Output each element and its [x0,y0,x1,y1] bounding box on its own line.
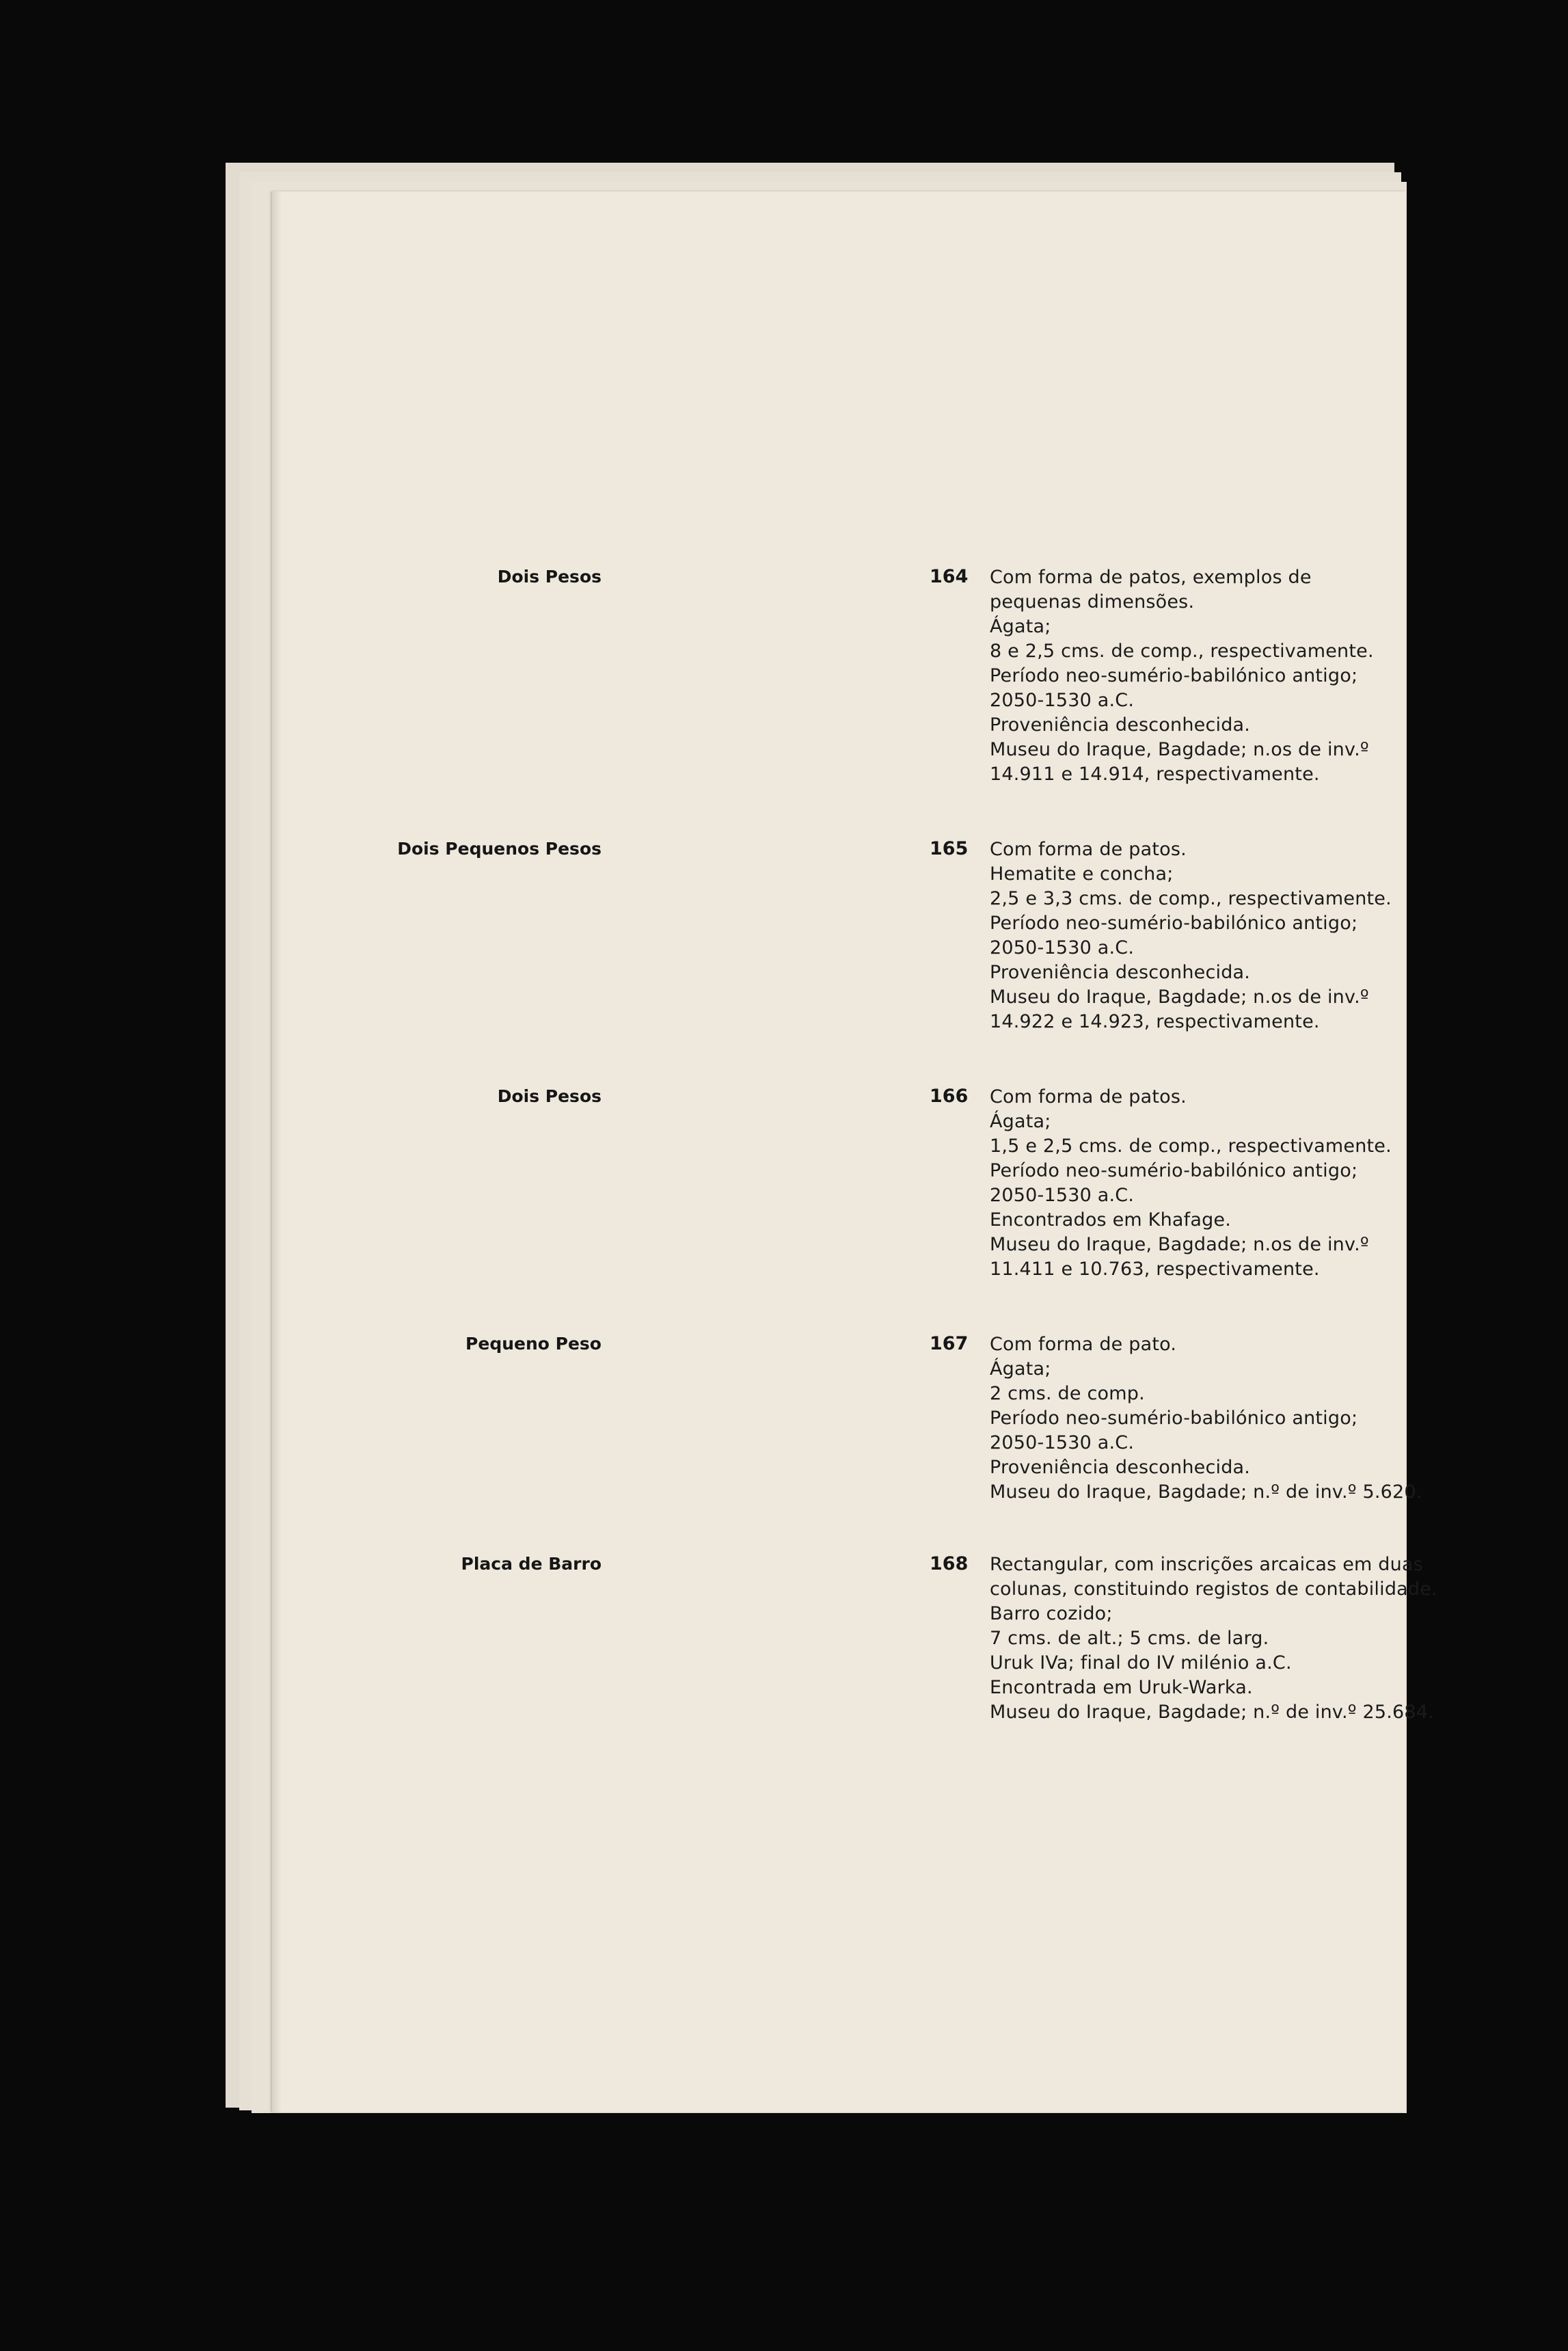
entry-line: Com forma de patos, exemplos de [990,567,1312,588]
entry-description [990,1553,1482,1725]
entry-line: Com forma de patos. [990,1086,1187,1107]
entry-line: Museu do Iraque, Bagdade; n.º de inv.º 5.620. [990,1481,1422,1503]
entry-line: Hematite e concha; [990,863,1174,885]
entry-line: 8 e 2,5 cms. de comp., respectivamente. [990,641,1374,662]
entry-line: 2,5 e 3,3 cms. de comp., respectivamente. [990,888,1392,909]
entry-line: 2050-1530 a.C. [990,937,1135,958]
page-edge-shadow [272,191,282,2112]
entry-title: Dois Pesos [497,1086,601,1106]
entry-line: Período neo-sumério-babilónico antigo; [990,665,1358,686]
entry-line: 2050-1530 a.C. [990,690,1135,711]
entry-line: Museu do Iraque, Bagdade; n.os de inv.º [990,1234,1369,1255]
entry-line: 2 cms. de comp. [990,1383,1145,1404]
entry-line: Museu do Iraque, Bagdade; n.os de inv.º [990,739,1369,760]
entry-description [990,837,1482,1034]
entry-description [990,1332,1482,1505]
entry-line: Encontrados em Khafage. [990,1209,1232,1231]
entry-description [990,1085,1482,1282]
entry-line: Proveniência desconhecida. [990,1457,1251,1478]
entry-line: Ágata; [990,1358,1051,1380]
entry-number: 167 [930,1333,969,1354]
entry-line: Proveniência desconhecida. [990,962,1251,983]
entry-line: colunas, constituindo registos de contabilidade. [990,1578,1437,1600]
entry-line: Encontrada em Uruk-Warka. [990,1677,1253,1698]
entry-line: Proveniência desconhecida. [990,714,1251,736]
entry-line: Período neo-sumério-babilónico antigo; [990,1408,1358,1429]
entry-line: 2050-1530 a.C. [990,1432,1135,1453]
entry-line: pequenas dimensões. [990,591,1195,613]
entry-line: 1,5 e 2,5 cms. de comp., respectivamente. [990,1136,1392,1157]
entry-line: Museu do Iraque, Bagdade; n.º de inv.º 25.684. [990,1702,1434,1723]
entry-line: 2050-1530 a.C. [990,1185,1135,1206]
entry-description [990,565,1482,787]
entry-number: 168 [930,1553,969,1574]
entry-line: Ágata; [990,616,1051,637]
entry-line: Uruk IVa; final do IV milénio a.C. [990,1652,1292,1674]
entry-line: Barro cozido; [990,1603,1113,1624]
entry-title: Dois Pesos [497,567,601,587]
entry-line: Período neo-sumério-babilónico antigo; [990,1160,1358,1181]
entry-line: 11.411 e 10.763, respectivamente. [990,1259,1320,1280]
entry-line: 14.922 e 14.923, respectivamente. [990,1011,1320,1032]
entry-title: Pequeno Peso [465,1334,601,1354]
entry-line: Com forma de pato. [990,1334,1177,1355]
entry-line: Museu do Iraque, Bagdade; n.os de inv.º [990,986,1369,1008]
entry-line: 14.911 e 14.914, respectivamente. [990,764,1320,785]
entry-line: 7 cms. de alt.; 5 cms. de larg. [990,1628,1269,1649]
entry-line: Período neo-sumério-babilónico antigo; [990,913,1358,934]
entry-line: Com forma de patos. [990,839,1187,860]
entry-number: 166 [930,1086,969,1107]
entry-title: Dois Pequenos Pesos [397,839,601,859]
entry-line: Rectangular, com inscrições arcaicas em duas [990,1554,1423,1575]
catalogue-page [272,191,1437,2112]
entry-number: 164 [930,566,969,587]
entry-line: Ágata; [990,1111,1051,1132]
entry-number: 165 [930,838,969,859]
entry-title: Placa de Barro [461,1554,601,1574]
